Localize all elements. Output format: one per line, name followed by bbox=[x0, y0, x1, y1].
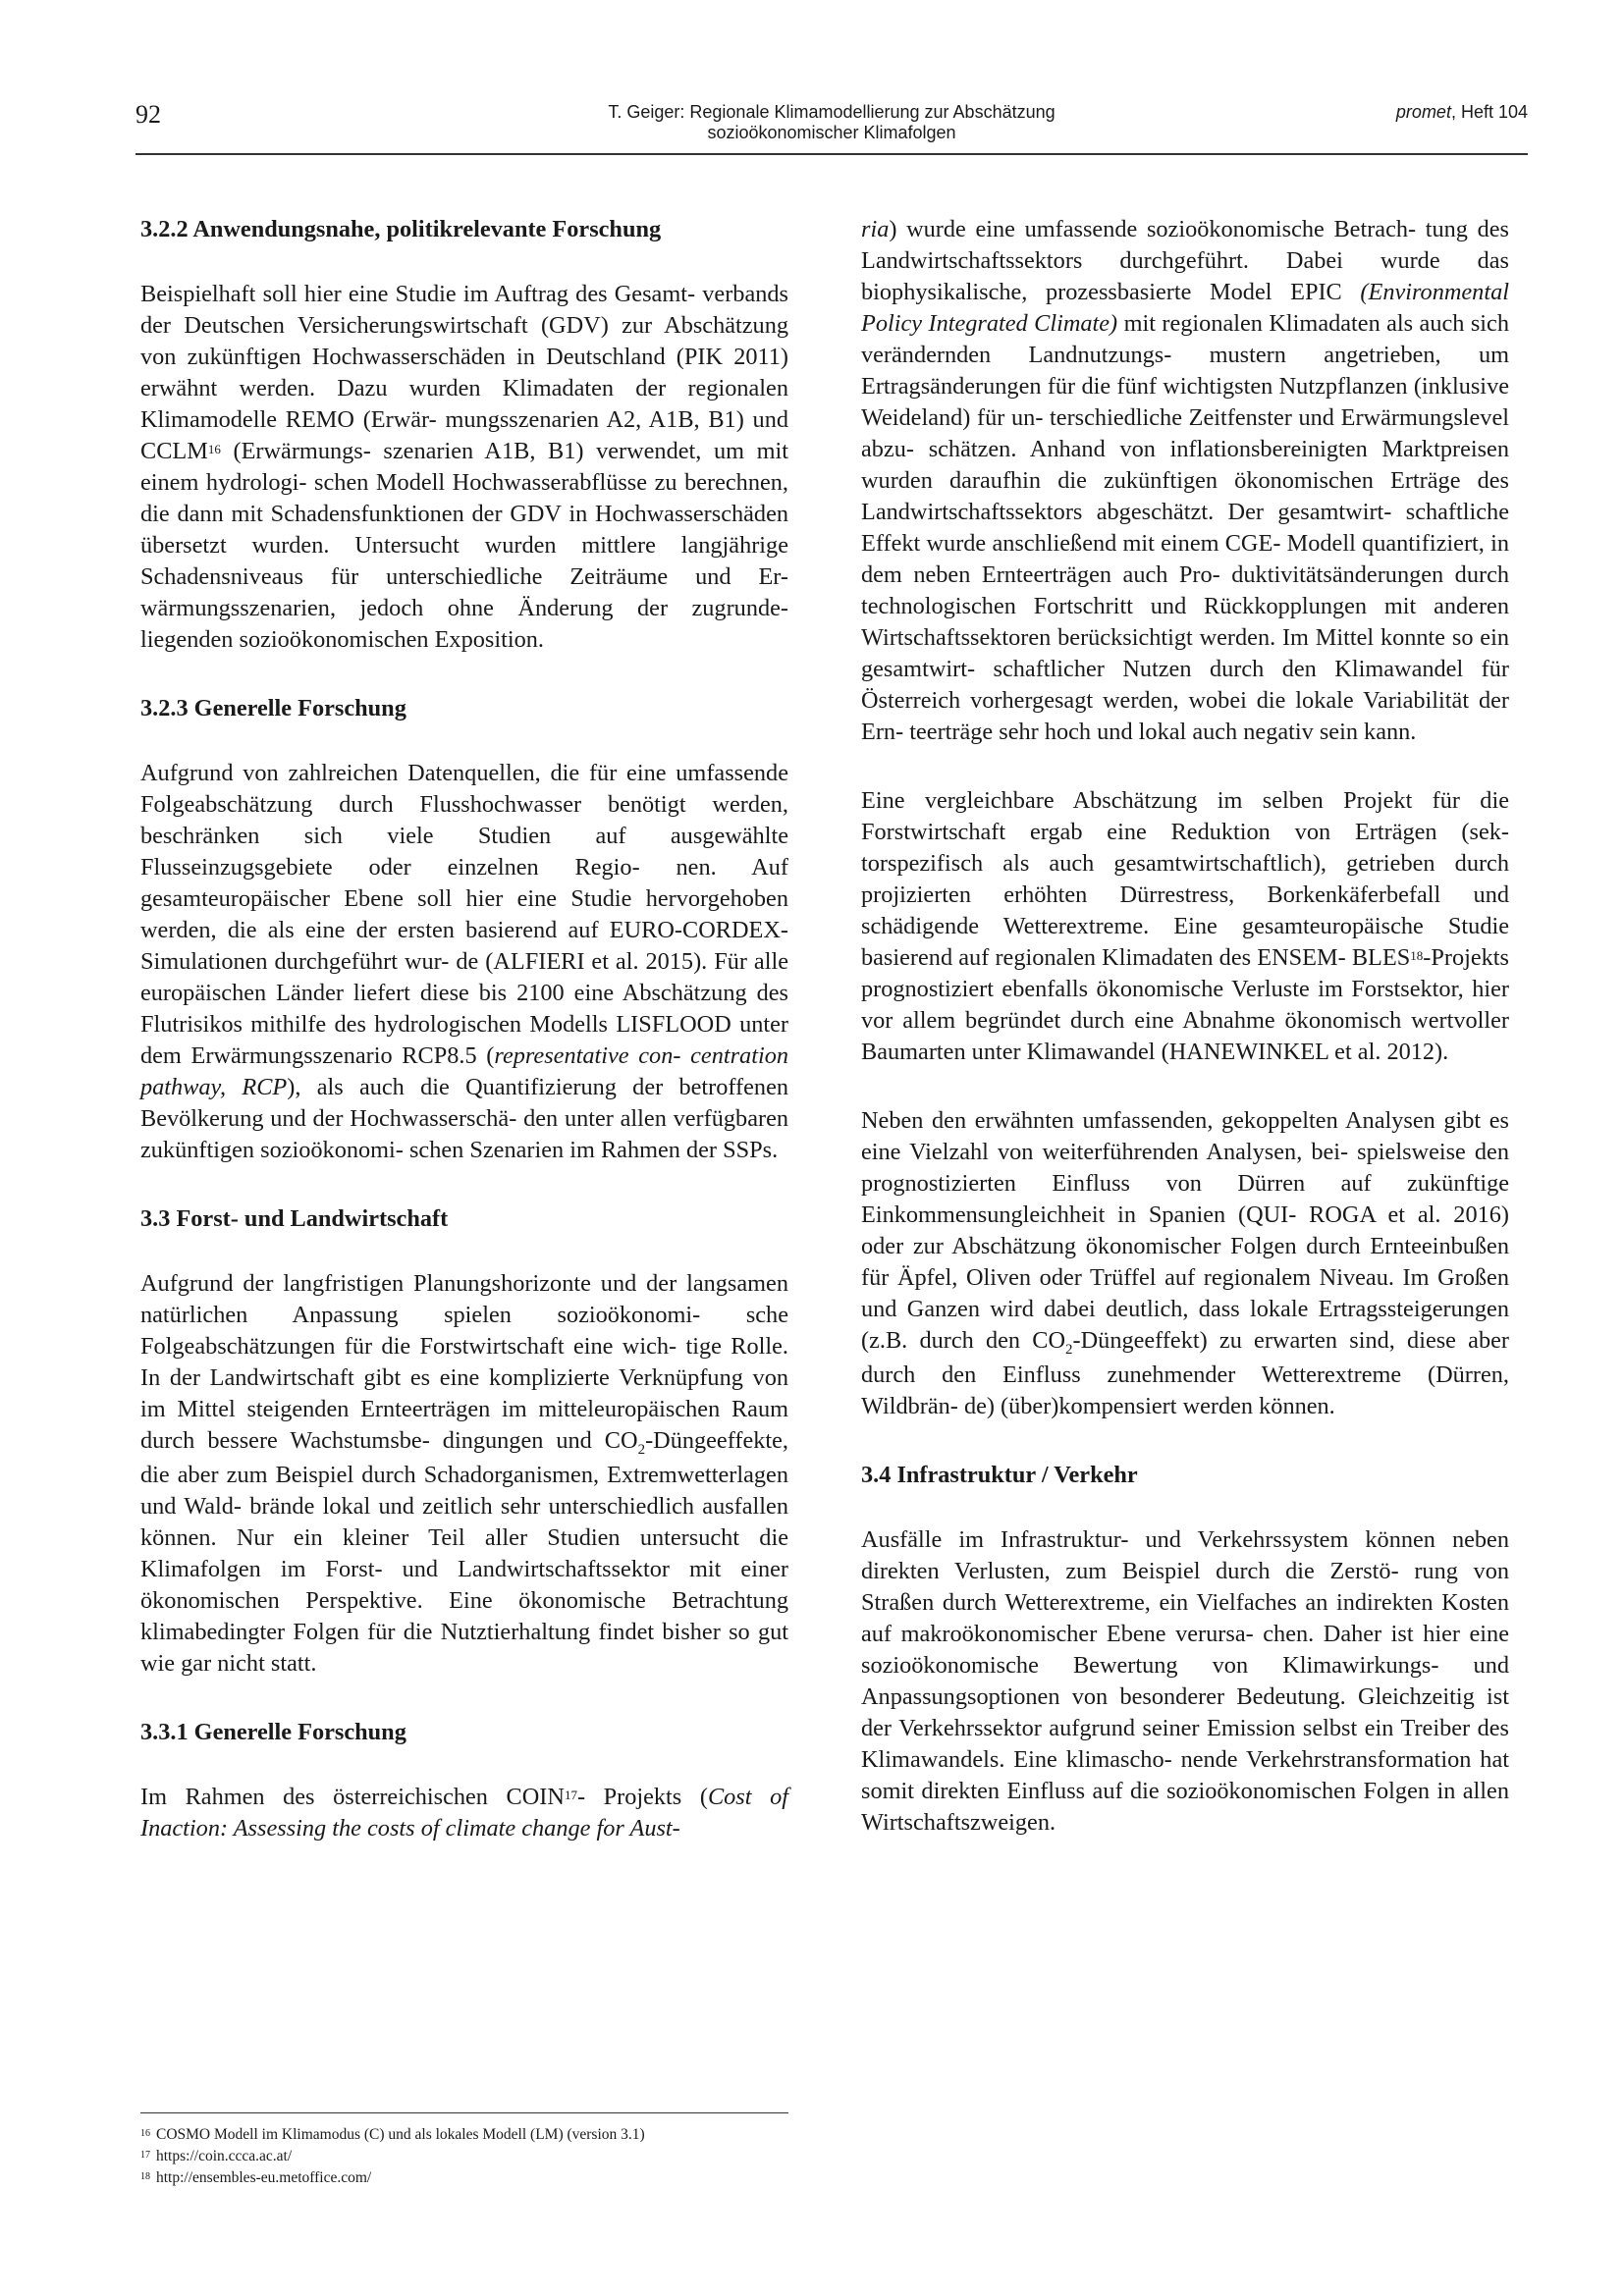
heading-3-3-1: 3.3.1 Generelle Forschung bbox=[140, 1719, 406, 1745]
paragraph-flood-europe: Aufgrund von zahlreichen Datenquellen, die für eine umfassende Folgeabschätzung durch Flusshochwasser benötigt werden, beschränken sich viele Studien auf ausgewählte Flusseinzugsgebiete oder einzelnen Regio- nen. Auf gesamteuropäischer Ebene soll hier eine Studie hervorgehoben werden, die als eine der ersten basierend auf EURO-CORDEX-Simulationen durchgeführt wur- de (ALFIERI et al. 2015). Für alle europäischen Länder liefert diese bis 2100 eine Abschätzung des Flutrisikos mithilfe des hydrologischen Modells LISFLOOD unter dem Erwärmungsszenario RCP8.5 (representative con- centration pathway, RCP), als auch die Quantifizierung der betroffenen Bevölkerung und der Hochwasserschä- den unter allen verfügbaren zukünftigen sozioökonomi- schen Szenarien im Rahmen der SSPs. bbox=[140, 760, 789, 1163]
paragraph-infrastructure: Ausfälle im Infrastruktur- und Verkehrssystem können neben direkten Verlusten, zum Beispiel durch die Zerstö- rung von Straßen durch Wetterextreme, ein Vielfaches an indirekten Kosten auf makroökonomischer Ebene verursa- chen. Daher ist hier eine sozioökonomische Bewertung von Klimawirkungs- und Anpassungsoptionen von besonderer Bedeutung. Gleichzeitig ist der Verkehrssektor aufgrund seiner Emission selbst ein Treiber des Klimawandels. Eine klimascho- nende Verkehrstransformation hat somit direkten Einfluss auf die sozioökonomischen Folgen in allen Wirtschaftszweigen. bbox=[861, 1526, 1509, 1836]
page-header bbox=[135, 98, 1528, 155]
footnote-18: $^{18}$ http://ensembles-eu.metoffice.com/ bbox=[140, 2169, 372, 2186]
footnotes bbox=[140, 2124, 828, 2189]
footnote-17: $^{17}$ https://coin.ccca.ac.at/ bbox=[140, 2148, 293, 2164]
journal-reference bbox=[1396, 102, 1528, 123]
footnote-ref-18: 18 bbox=[1410, 948, 1424, 963]
journal-name: promet bbox=[1395, 102, 1451, 122]
heading-3-2-3: 3.2.3 Generelle Forschung bbox=[140, 695, 406, 721]
right-column bbox=[861, 214, 1509, 1839]
co2-subscript: 2 bbox=[637, 1442, 646, 1458]
paragraph-further-analyses: Neben den erwähnten umfassenden, gekoppelten Analysen gibt es eine Vielzahl von weiterführenden Analysen, bei- spielsweise den prognostizierten Einfluss von Dürren auf zukünftige Einkommensungleichheit in Spanien (QUI- ROGA et al. 2016) oder zur Abschätzung ökonomischer Folgen durch Ernteeinbußen für Äpfel, Oliven oder Trüffel auf regionalem Niveau. Im Großen und Ganzen wird dabei deutlich, dass lokale Ertragssteigerungen (z.B. durch den $CO_2-Düngeeffekt$) zu erwarten sind, diese aber durch den Einfluss zunehmender Wetterextreme (Dürren, Wildbrän- de) (über)kompensiert werden können. bbox=[861, 1107, 1509, 1419]
journal-issue: , Heft 104 bbox=[1450, 102, 1528, 122]
heading-3-2-2: 3.2.2 Anwendungsnahe, politikrelevante Forschung bbox=[140, 216, 662, 242]
paragraph-coin-project: Im Rahmen des österreichischen COIN$^{17}$- Projekts (Cost of Inaction: Assessing the costs of climate change for Aust- bbox=[140, 1784, 788, 1842]
heading-3-3: 3.3 Forst- und Landwirtschaft bbox=[140, 1205, 449, 1232]
paragraph-forestry-assessment: Eine vergleichbare Abschätzung im selben Projekt für die Forstwirtschaft ergab eine Reduktion von Erträgen (sek- torspezifisch als auch gesamtwirtschaftlich), getrieben durch projizierten erhöhten Dürrestress, Borkenkäferbefall und schädigende Wetterextreme. Eine gesamteuropäische Studie basierend auf regionalen Klimadaten des ENSEM- BLES$^{18}$-Projekts prognostiziert ebenfalls ökonomische Verluste im Forstsektor, hier vor allem begründet durch eine Abnahme ökonomisch wertvoller Baumarten unter Klimawandel (HANEWINKEL et al. 2012). bbox=[861, 787, 1509, 1065]
footnote-ref-16: 16 bbox=[207, 442, 221, 456]
left-column bbox=[140, 214, 788, 1844]
footnote-separator bbox=[140, 2112, 788, 2113]
paragraph-coin-continued: ria) wurde eine umfassende sozioökonomische Betrach- tung des Landwirtschaftssektors durchgeführt. Dabei wurde das biophysikalische, prozessbasierte Model EPIC (Environmental Policy Integrated Climate) mit regionalen Klimadaten als auch sich verändernden Landnutzungs- mustern angetrieben, um Ertragsänderungen für die fünf wichtigsten Nutzpflanzen (inklusive Weideland) für un- terschiedliche Zeitfenster und Erwärmungslevel abzu- schätzen. Anhand von inflationsbereinigten Marktpreisen wurden daraufhin die zukünftigen ökonomischen Erträge des Landwirtschaftssektors abgeschätzt. Der gesamtwirt- schaftliche Effekt wurde anschließend mit einem CGE- Modell quantifiziert, in dem neben Ernteerträgen auch Pro- duktivitätsänderungen durch technologischen Fortschritt und Rückkopplungen mit anderen Wirtschaftssektoren berücksichtigt werden. Im Mittel konnte so ein gesamtwirt- schaftlicher Nutzen durch den Klimawandel für Österreich vorhergesagt werden, wobei die lokale Variabilität der Ern- teerträge sehr hoch und lokal auch negativ sein kann. bbox=[861, 216, 1509, 745]
footnote-ref-17: 17 bbox=[564, 1788, 577, 1802]
running-title-line1: T. Geiger: Regionale Klimamodellierung zur Abschätzung bbox=[608, 102, 1056, 122]
running-title bbox=[135, 102, 1528, 143]
paragraph-forest-agriculture: Aufgrund der langfristigen Planungshorizonte und der langsamen natürlichen Anpassung spielen sozioökonomi- sche Folgeabschätzungen für die Forstwirtschaft eine wich- tige Rolle. In der Landwirtschaft gibt es eine komplizierte Verknüpfung von im Mittel steigenden Ernteerträgen im mitteleuropäischen Raum durch bessere Wachstumsbe- dingungen und $CO_2$-Düngeeffekte, die aber zum Beispiel durch Schadorganismen, Extremwetterlagen und Wald- brände lokal und zeitlich sehr unterschiedlich ausfallen können. Nur ein kleiner Teil aller Studien untersucht die Klimafolgen im Forst- und Landwirtschaftssektor mit einer ökonomischen Perspektive. Eine ökonomische Betrachtung klimabedingter Folgen für die Nutztierhaltung findet bisher so gut wie gar nicht statt. bbox=[140, 1270, 788, 1677]
paragraph-gdv-study: Beispielhaft soll hier eine Studie im Auftrag des Gesamt- verbands der Deutschen Versicherungswirtschaft (GDV) zur Abschätzung von zukünftigen Hochwasserschäden in Deutschland (PIK 2011) erwähnt werden. Dazu wurden Klimadaten der regionalen Klimamodelle REMO (Erwär- mungsszenarien A2, A1B, B1) und CCLM$^{16}$ (Erwärmungs- szenarien A1B, B1) verwendet, um mit einem hydrologi- schen Modell Hochwasserabflüsse zu berechnen, die dann mit Schadensfunktionen der GDV in Hochwasserschäden übersetzt wurden. Untersucht wurden mittlere langjährige Schadensniveaus für unterschiedliche Zeiträume und Er- wärmungsszenarien, jedoch ohne Änderung der zugrunde- liegenden sozioökonomischen Exposition. bbox=[140, 281, 788, 653]
co2-subscript: 2 bbox=[1065, 1342, 1073, 1358]
heading-3-4: 3.4 Infrastruktur / Verkehr bbox=[861, 1462, 1138, 1488]
footnote-16: $^{16}$ COSMO Modell im Klimamodus (C) und als lokales Modell (LM) (version 3.1) bbox=[140, 2126, 645, 2143]
page-number: 92 bbox=[135, 100, 161, 129]
running-title-line2: sozioökonomischer Klimafolgen bbox=[707, 123, 956, 142]
